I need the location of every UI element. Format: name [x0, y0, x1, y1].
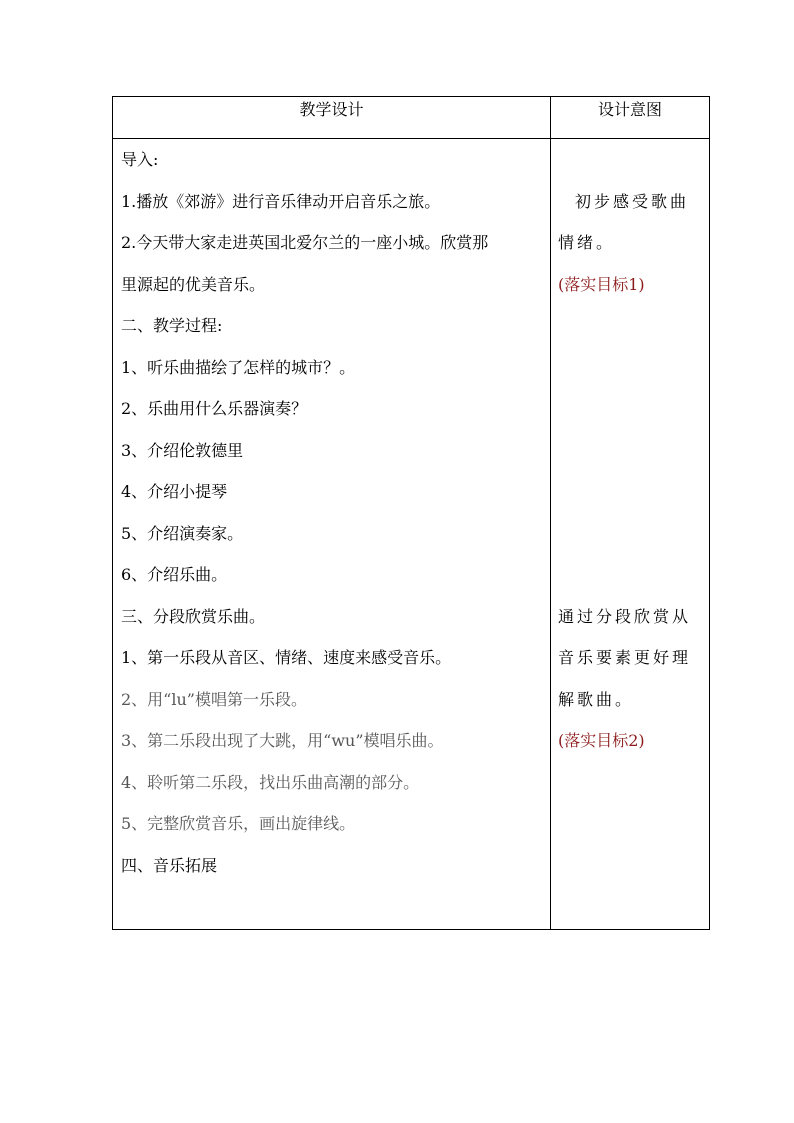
intent-note-line: 通过分段欣赏从 [558, 606, 692, 626]
table-body-row [113, 139, 710, 930]
intent-note-line: 音乐要素更好理 [558, 648, 692, 667]
goal-label: (落实目标1) [558, 274, 645, 294]
intent-spacer [558, 347, 705, 389]
intent-spacer [558, 471, 705, 513]
intent-spacer [558, 554, 705, 596]
design-line: 2、乐曲用什么乐器演奏？ [121, 399, 308, 418]
intent-cell [551, 139, 710, 930]
intent-spacer [558, 139, 705, 181]
intent-note-line: 情绪。 [558, 233, 616, 252]
design-line: 5、介绍演奏家。 [121, 523, 244, 543]
design-line: 4、介绍小提琴 [121, 482, 228, 501]
design-line: 2.今天带大家走进英国北爱尔兰的一座小城。欣赏那 [121, 233, 489, 252]
design-line: 4、聆听第二乐段，找出乐曲高潮的部分。 [121, 772, 420, 792]
design-line: 1、第一乐段从音区、情绪、速度来感受音乐。 [121, 648, 452, 667]
intent-spacer [558, 388, 705, 430]
intent-note-line: 初步感受歌曲 [575, 191, 690, 211]
design-cell [113, 139, 551, 930]
design-line: 四、音乐拓展 [121, 855, 218, 875]
design-line: 里源起的优美音乐。 [121, 274, 266, 294]
intent-spacer [558, 430, 705, 472]
lesson-plan-table [112, 96, 710, 930]
design-line: 三、分段欣赏乐曲。 [121, 606, 266, 626]
design-line: 导入: [121, 150, 159, 169]
design-line: 2、用“lu”模唱第一乐段。 [121, 689, 307, 709]
design-line: 5、完整欣赏音乐，画出旋律线。 [121, 814, 356, 833]
design-line: 1.播放《郊游》进行音乐律动开启音乐之旅。 [121, 191, 441, 211]
intent-spacer [558, 513, 705, 555]
design-line: 6、介绍乐曲。 [121, 565, 228, 584]
design-line: 1、听乐曲描绘了怎样的城市？。 [121, 357, 356, 377]
goal-label: (落实目标2) [558, 731, 645, 750]
design-line: 3、第二乐段出现了大跳，用“wu”模唱乐曲。 [121, 731, 444, 750]
design-line: 二、教学过程: [121, 316, 223, 335]
design-line: 3、介绍伦敦德里 [121, 440, 244, 460]
design-column-header: 教学设计 [113, 97, 551, 139]
intent-note-line: 解歌曲。 [558, 689, 635, 709]
intent-column-header: 设计意图 [551, 97, 710, 139]
table-header-row [113, 97, 710, 139]
intent-spacer [558, 305, 705, 347]
